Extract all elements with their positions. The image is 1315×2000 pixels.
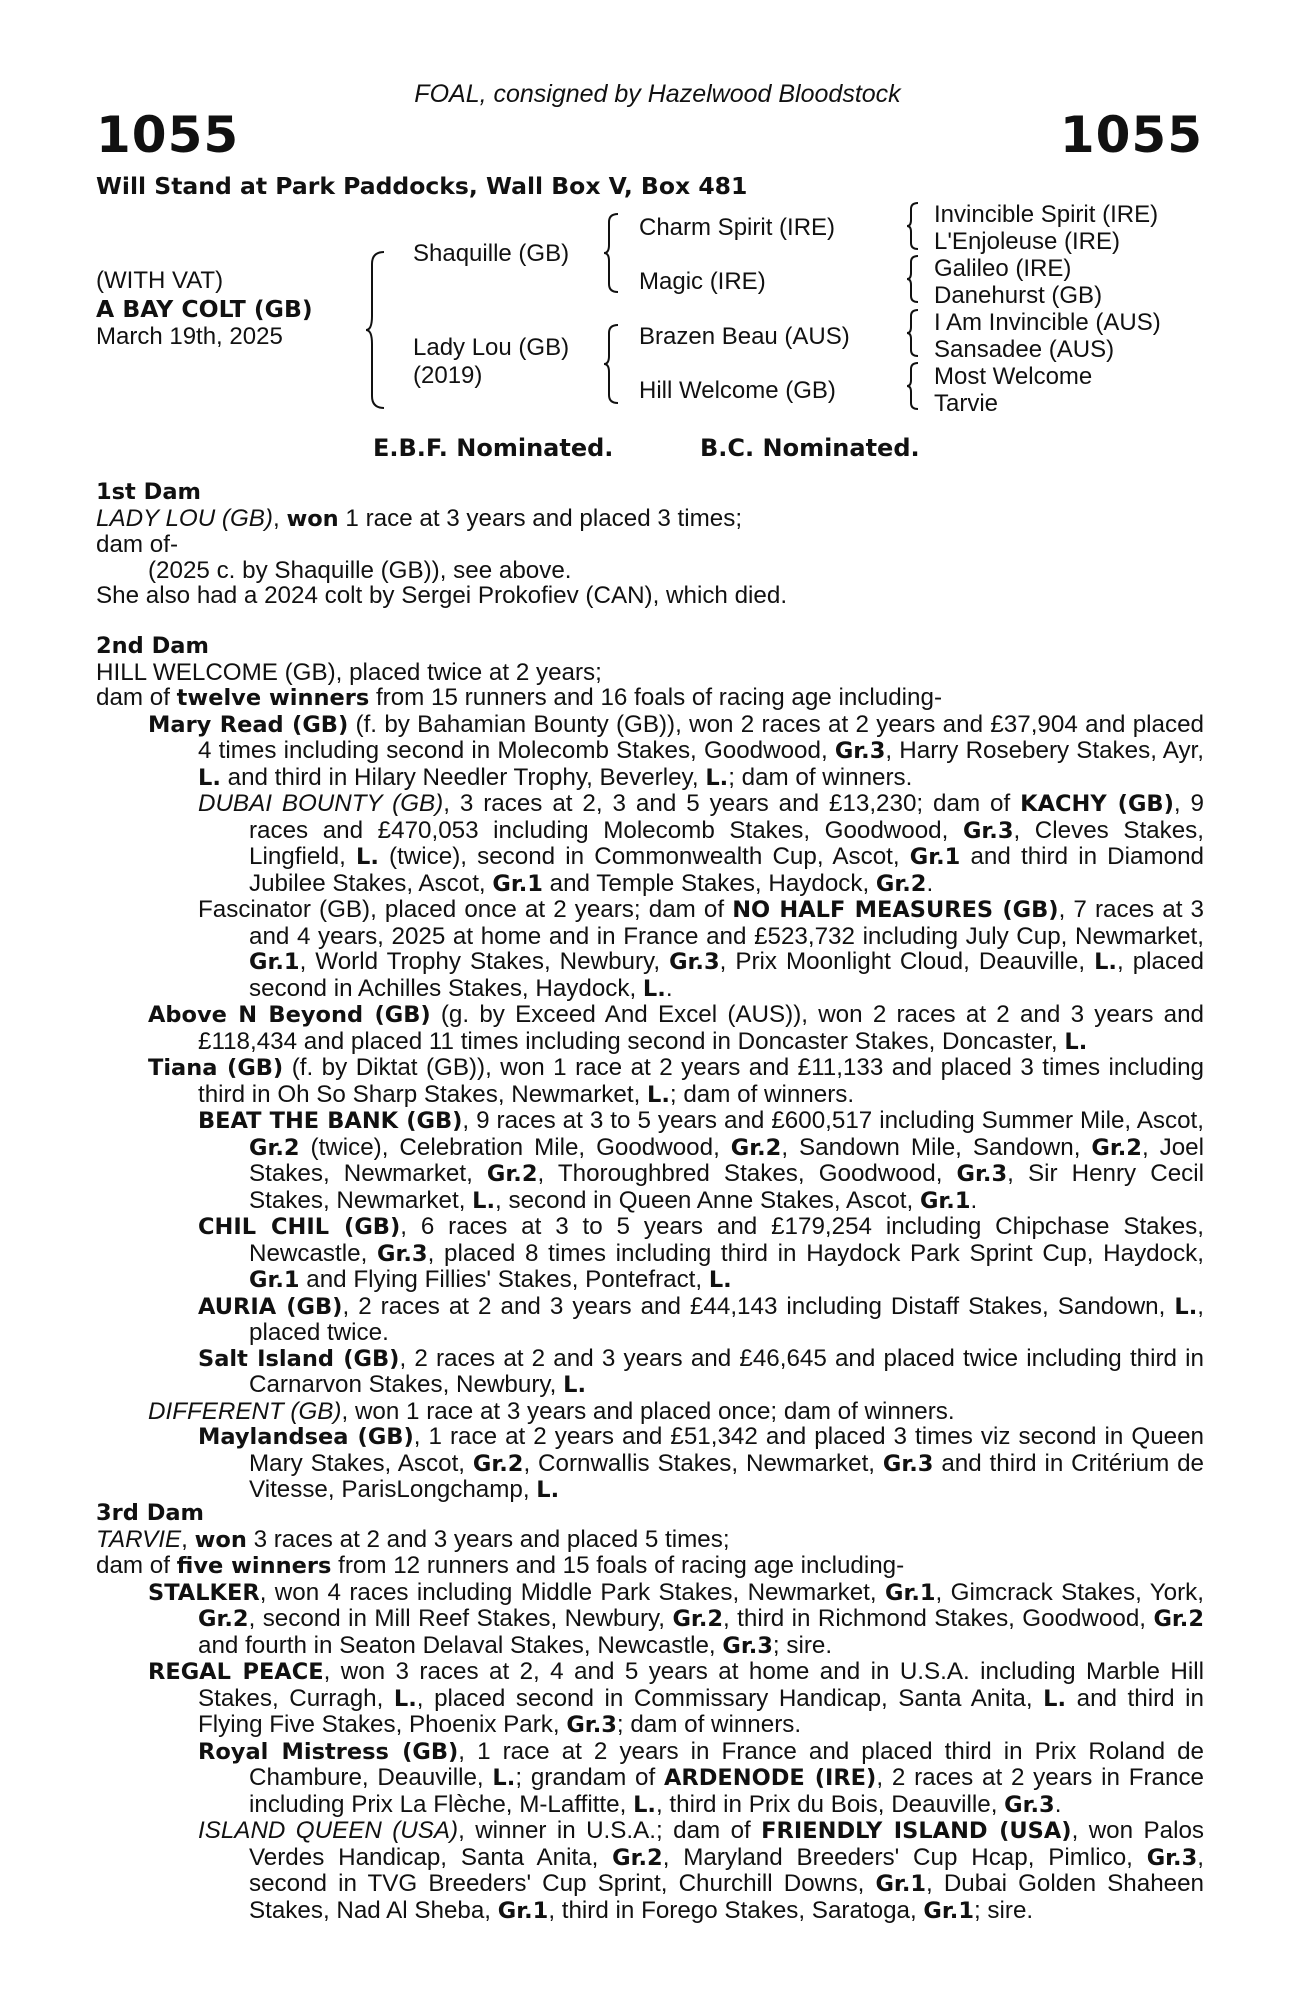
entry-royal-mistress: Royal Mistress (GB), 1 race at 2 years in France and placed third in Prix Roland de Chambure, Deauville, L.; grandam of ARDENODE (IRE), 2 races at 2 years in France including Prix La Flèche, M-Laffitte, L., third in Prix du Bois, Deauville, Gr.3.: [198, 1737, 1204, 1818]
horse-name: A BAY COLT (GB): [96, 295, 313, 323]
entry-above-n-beyond: Above N Beyond (GB) (g. by Exceed And Excel (AUS)), won 2 races at 2 and 3 years and £118,434 and placed 11 times including second in Doncaster Stakes, Doncaster, L.: [148, 1001, 1205, 1055]
vat-label: (WITH VAT): [96, 267, 224, 294]
entry-dubai-bounty: DUBAI BOUNTY (GB), 3 races at 2, 3 and 5 years and £13,230; dam of KACHY (GB), 9 races and £470,053 including Molecomb Stakes, Goodwood, Gr.3, Cleves Stakes, Lingfield, L. (twice), second in Commonwealth Cup, Ascot, Gr.1 and third in Diamond Jubilee Stakes, Ascot, Gr.1 and Temple Stakes, Haydock, Gr.2.: [198, 790, 1204, 897]
grandsire-1: Invincible Spirit (IRE): [934, 201, 1159, 228]
granddam-4: Tarvie: [934, 390, 999, 417]
entry-beat-the-bank: BEAT THE BANK (GB), 9 races at 3 to 5 years and £600,517 including Summer Mile, Ascot, Gr.2 (twice), Celebration Mile, Goodwood, Gr.2, Sandown Mile, Sandown, Gr.2, Joel Stakes, Newmarket, Gr.2, Thoroughbred Stakes, Goodwood, Gr.3, Sir Henry Cecil Stakes, Newmarket, L., second in Queen Anne Stakes, Ascot, Gr.1.: [198, 1107, 1205, 1214]
granddam-1: L'Enjoleuse (IRE): [934, 228, 1120, 255]
pedigree-brace-sire: [602, 212, 622, 294]
lot-number-left: 1055: [96, 106, 240, 164]
second-dam-heading: 2nd Dam: [96, 633, 209, 659]
dam-year: (2019): [413, 362, 483, 389]
granddam-3: Sansadee (AUS): [934, 336, 1115, 363]
entry-mary-read: Mary Read (GB) (f. by Bahamian Bounty (GB)), won 2 races at 2 years and £37,904 and placed 4 times including second in Molecomb Stakes, Goodwood, Gr.3, Harry Rosebery Stakes, Ayr, L. and third in Hilary Needler Trophy, Beverley, L.; dam of winners.: [148, 710, 1205, 791]
entry-island-queen: ISLAND QUEEN (USA), winner in U.S.A.; dam of FRIENDLY ISLAND (USA), won Palos Verdes Handicap, Santa Anita, Gr.2, Maryland Breeders' Cup Hcap, Pimlico, Gr.3, second in TVG Breeders' Cup Sprint, Churchill Downs, Gr.1, Dubai Golden Shaheen Stakes, Nad Al Sheba, Gr.1, third in Forego Stakes, Saratoga, Gr.1; sire.: [198, 1817, 1205, 1924]
sire-dam-name: Magic (IRE): [639, 268, 766, 295]
second-dam-record: HILL WELCOME (GB), placed twice at 2 years;: [96, 658, 602, 686]
third-dam-record: TARVIE, won 3 races at 2 and 3 years and placed 5 times;: [96, 1525, 730, 1553]
entry-stalker: STALKER, won 4 races including Middle Park Stakes, Newmarket, Gr.1, Gimcrack Stakes, York, Gr.2, second in Mill Reef Stakes, Newbury, Gr.2, third in Richmond Stakes, Goodwood, Gr.2 and fourth in Seaton Delaval Stakes, Newcastle, Gr.3; sire.: [148, 1578, 1204, 1659]
grandsire-2: Galileo (IRE): [934, 255, 1072, 282]
first-dam-dam-of: dam of-: [96, 531, 178, 558]
granddam-2: Danehurst (GB): [934, 282, 1103, 309]
entry-tiana: Tiana (GB) (f. by Diktat (GB)), won 1 race at 2 years and £11,133 and placed 3 times including third in Oh So Sharp Stakes, Newmarket, L.; dam of winners.: [148, 1054, 1204, 1108]
entry-fascinator: Fascinator (GB), placed once at 2 years; dam of NO HALF MEASURES (GB), 7 races at 3 and 4 years, 2025 at home and in France and £523,732 including July Cup, Newmarket, Gr.1, World Trophy Stakes, Newbury, Gr.3, Prix Moonlight Cloud, Deauville, L., placed second in Achilles Stakes, Haydock, L..: [198, 896, 1204, 1002]
first-dam-record: LADY LOU (GB), won 1 race at 3 years and placed 3 times;: [96, 504, 743, 532]
third-dam-section: [96, 1501, 1204, 1924]
lot-number-right: 1055: [1059, 106, 1203, 164]
grandsire-3: I Am Invincible (AUS): [934, 309, 1161, 336]
second-dam-dam-of: dam of twelve winners from 15 runners and 16 foals of racing age including-: [96, 684, 943, 711]
entry-different: DIFFERENT (GB), won 1 race at 3 years and placed once; dam of winners.: [148, 1397, 955, 1425]
first-dam-heading: 1st Dam: [96, 479, 201, 505]
pedigree-brace-g1: [905, 201, 921, 251]
dam-sire-name: Brazen Beau (AUS): [639, 323, 850, 350]
pedigree-brace-g2: [905, 254, 921, 304]
horse-dob: March 19th, 2025: [96, 323, 283, 350]
first-dam-produce: (2025 c. by Shaquille (GB)), see above.: [148, 556, 572, 584]
entry-maylandsea: Maylandsea (GB), 1 race at 2 years and £51,342 and placed 3 times viz second in Queen Mary Stakes, Ascot, Gr.2, Cornwallis Stakes, Newmarket, Gr.3 and third in Critérium de Vitesse, ParisLongchamp, L.: [198, 1423, 1205, 1503]
dam-dam-name: Hill Welcome (GB): [639, 377, 836, 404]
pedigree-brace-g4: [905, 361, 921, 411]
third-dam-dam-of: dam of five winners from 12 runners and 15 foals of racing age including-: [96, 1552, 905, 1579]
entry-salt-island: Salt Island (GB), 2 races at 2 and 3 years and £46,645 and placed twice including third in Carnarvon Stakes, Newbury, L.: [198, 1344, 1205, 1398]
grandsire-4: Most Welcome: [934, 363, 1093, 390]
second-dam-section: [96, 634, 1204, 1504]
entry-chil-chil: CHIL CHIL (GB), 6 races at 3 to 5 years and £179,254 including Chipchase Stakes, Newcastle, Gr.3, placed 8 times including third in Haydock Park Sprint Cup, Haydock, Gr.1 and Flying Fillies' Stakes, Pontefract, L.: [198, 1213, 1204, 1293]
third-dam-heading: 3rd Dam: [96, 1500, 204, 1526]
bc-nominated: B.C. Nominated.: [700, 434, 920, 462]
first-dam-section: [96, 480, 1204, 609]
entry-regal-peace: REGAL PEACE, won 3 races at 2, 4 and 5 years at home and in U.S.A. including Marble Hill Stakes, Curragh, L., placed second in Commissary Handicap, Santa Anita, L. and third in Flying Five Stakes, Phoenix Park, Gr.3; dam of winners.: [148, 1658, 1204, 1738]
pedigree-brace-g3: [905, 308, 921, 358]
stand-location: Will Stand at Park Paddocks, Wall Box V, Box 481: [96, 172, 748, 200]
pedigree-brace-dam: [602, 323, 622, 405]
dam-name: Lady Lou (GB): [413, 334, 570, 361]
sire-name: Shaquille (GB): [413, 240, 570, 267]
entry-auria: AURIA (GB), 2 races at 2 and 3 years and £44,143 including Distaff Stakes, Sandown, L., placed twice.: [198, 1292, 1205, 1346]
pedigree-brace-main: [364, 250, 388, 410]
sire-sire-name: Charm Spirit (IRE): [639, 214, 836, 241]
first-dam-note: She also had a 2024 colt by Sergei Prokofiev (CAN), which died.: [96, 582, 788, 609]
consignor-line: FOAL, consigned by Hazelwood Bloodstock: [414, 80, 901, 108]
ebf-nominated: E.B.F. Nominated.: [373, 434, 614, 462]
